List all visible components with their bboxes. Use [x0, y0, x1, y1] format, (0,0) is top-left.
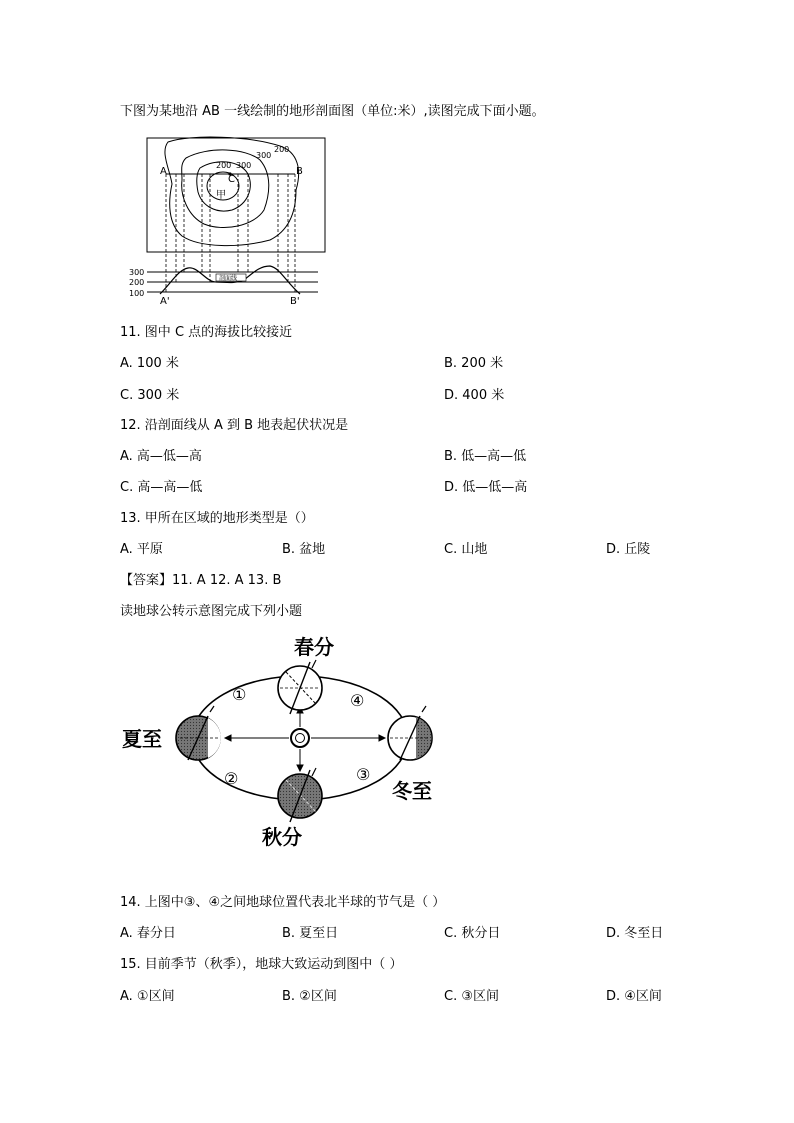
q13-option-c[interactable]: C. 山地	[444, 542, 488, 557]
earth-revolution-figure	[120, 628, 450, 850]
answer-line: 【答案】11. A 12. A 13. B	[120, 573, 282, 588]
contour-label-300c: 300	[256, 151, 272, 160]
q15-stem: 15. 目前季节（秋季），地球大致运动到图中（ ）	[120, 957, 403, 972]
q13-stem: 13. 甲所在区域的地形类型是（）	[120, 511, 314, 526]
q14-option-d[interactable]: D. 冬至日	[606, 926, 664, 941]
q13-option-d[interactable]: D. 丘陵	[606, 542, 651, 557]
num-4: ④	[350, 691, 365, 710]
q15-option-b[interactable]: B. ②区间	[282, 989, 337, 1004]
label-c: C	[228, 174, 235, 185]
q12-option-c[interactable]: C. 高—高—低	[120, 480, 203, 495]
q15-option-a[interactable]: A. ①区间	[120, 989, 175, 1004]
q15-option-c[interactable]: C. ③区间	[444, 989, 499, 1004]
q13-option-b[interactable]: B. 盆地	[282, 542, 326, 557]
q14-option-c[interactable]: C. 秋分日	[444, 926, 501, 941]
intro-text-2: 读地球公转示意图完成下列小题	[120, 604, 303, 619]
axis-label-200: 200	[129, 278, 145, 287]
q11-stem: 11. 图中 C 点的海拔比较接近	[120, 325, 293, 340]
contour-label-200c: 200	[274, 145, 290, 154]
sun-core	[296, 734, 305, 743]
q15-option-d[interactable]: D. ④区间	[606, 989, 662, 1004]
label-a: A	[160, 166, 167, 177]
label-b: B	[296, 166, 303, 177]
label-b-prime: B'	[290, 296, 300, 306]
num-3: ③	[356, 765, 371, 784]
q12-option-a[interactable]: A. 高—低—高	[120, 449, 202, 464]
profile-box-label: 剖面线	[219, 275, 238, 282]
q14-stem: 14. 上图中③、④之间地球位置代表北半球的节气是（ ）	[120, 895, 446, 910]
map-frame	[147, 138, 325, 252]
num-1: ①	[232, 685, 247, 704]
num-2: ②	[224, 769, 239, 788]
contour-label-300: 300	[236, 161, 252, 170]
q12-option-b[interactable]: B. 低—高—低	[444, 449, 527, 464]
label-jia: 甲	[216, 190, 226, 201]
earth-spring	[278, 660, 322, 714]
axis-label-300: 300	[129, 268, 145, 277]
contour-profile-figure	[120, 132, 330, 306]
q13-option-a[interactable]: A. 平原	[120, 542, 163, 557]
q11-option-a[interactable]: A. 100 米	[120, 356, 179, 371]
q11-option-d[interactable]: D. 400 米	[444, 388, 505, 403]
contour-label-200a: 200	[216, 161, 232, 170]
label-winter: 冬至	[392, 779, 432, 803]
label-a-prime: A'	[160, 296, 170, 306]
q11-option-b[interactable]: B. 200 米	[444, 356, 504, 371]
q12-stem: 12. 沿剖面线从 A 到 B 地表起伏状况是	[120, 418, 349, 433]
label-summer: 夏至	[122, 727, 162, 751]
earth-summer	[176, 706, 221, 760]
q11-option-c[interactable]: C. 300 米	[120, 388, 180, 403]
q12-option-d[interactable]: D. 低—低—高	[444, 480, 528, 495]
earth-winter	[388, 706, 432, 760]
label-autumn: 秋分	[262, 825, 302, 849]
label-spring: 春分	[294, 635, 334, 659]
axis-label-100: 100	[129, 289, 145, 298]
q14-option-b[interactable]: B. 夏至日	[282, 926, 339, 941]
earth-autumn	[278, 768, 322, 822]
q14-option-a[interactable]: A. 春分日	[120, 926, 176, 941]
intro-text-1: 下图为某地沿 AB 一线绘制的地形剖面图（单位:米）,读图完成下面小题。	[120, 104, 545, 119]
